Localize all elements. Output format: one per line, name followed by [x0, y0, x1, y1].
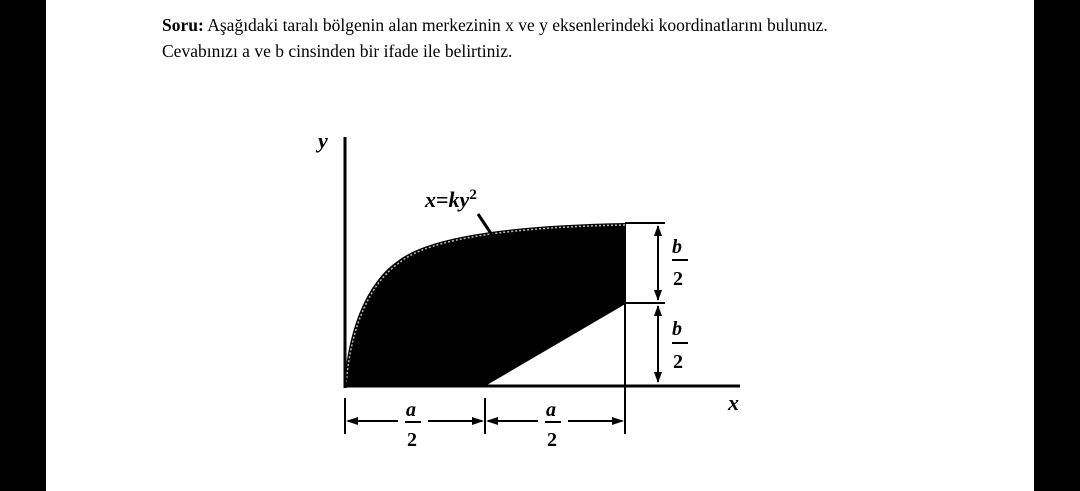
- dim-a-right-num: a: [546, 399, 556, 421]
- dim-a-left-num: a: [406, 399, 416, 421]
- dim-b-bottom-arrow-down: [654, 372, 662, 383]
- dim-b-bottom-num: b: [672, 318, 682, 340]
- dim-a-left-arrow-right: [472, 417, 484, 425]
- x-axis-label: x: [728, 390, 739, 415]
- dim-b-bottom-den: 2: [673, 351, 683, 373]
- dim-a-right-den: 2: [547, 429, 557, 451]
- dim-b-top-den: 2: [673, 268, 683, 290]
- dim-a-right-arrow-left: [486, 417, 498, 425]
- dim-a-left-arrow-left: [346, 417, 358, 425]
- dim-b-bottom-arrow-up: [654, 305, 662, 316]
- question-line-2: Cevabınızı a ve b cinsinden bir ifade ile belirtiniz.: [162, 41, 513, 61]
- y-axis-label: y: [318, 128, 328, 153]
- dim-b-top-num: b: [672, 236, 682, 258]
- dim-a-right-arrow-right: [612, 417, 624, 425]
- shaded-region: [345, 224, 625, 385]
- curve-equation: $x=ky^2$: [425, 187, 477, 212]
- dim-b-top-arrow-up: [654, 225, 662, 236]
- question-label: Soru:: [162, 15, 204, 35]
- dim-b-top-arrow-down: [654, 290, 662, 301]
- question-line-1: Aşağıdaki taralı bölgenin alan merkezinin x ve y eksenlerindeki koordinatlarını bulunuz.: [207, 15, 828, 35]
- dim-a-left-den: 2: [407, 429, 417, 451]
